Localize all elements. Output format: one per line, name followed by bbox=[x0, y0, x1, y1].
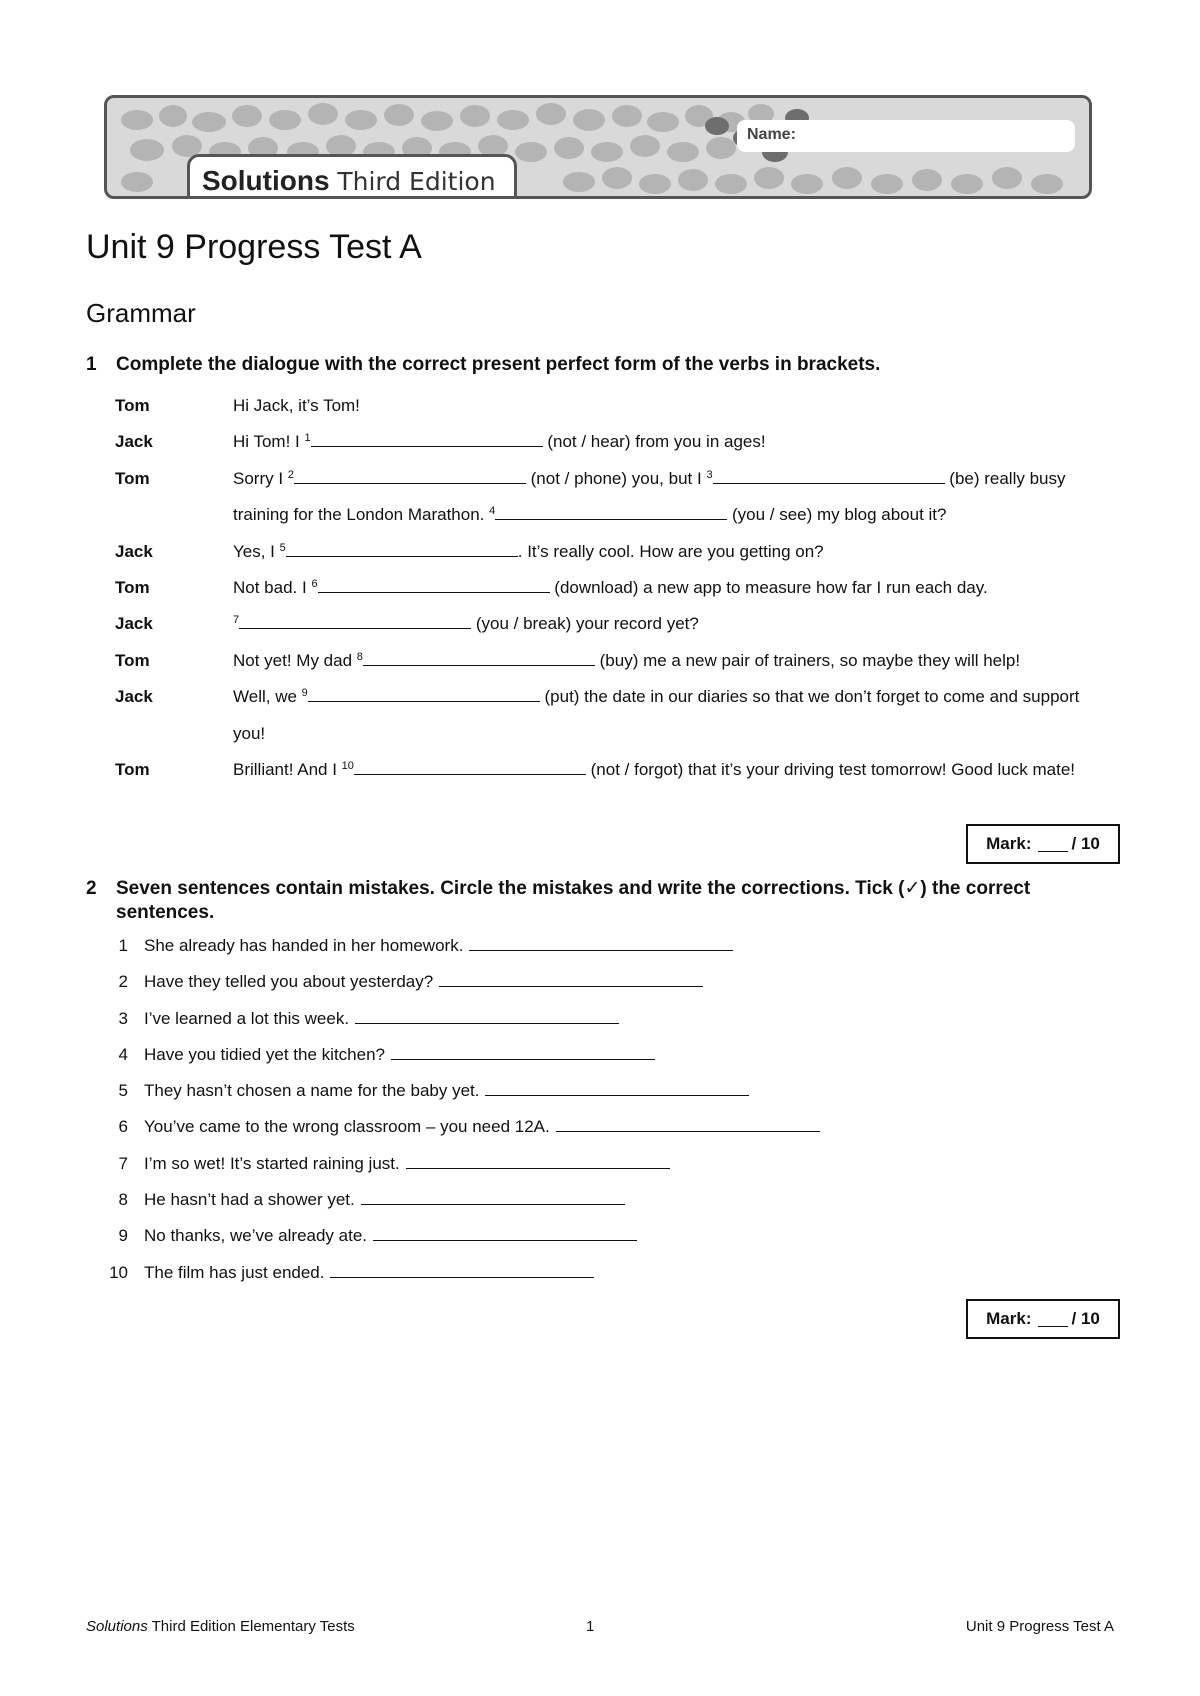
answer-blank[interactable] bbox=[286, 542, 518, 557]
page-number: 1 bbox=[586, 1618, 595, 1635]
list-item bbox=[86, 1218, 1086, 1254]
sentence-words: You’ve came to the wrong classroom – you need 12A. bbox=[144, 1117, 550, 1137]
sentence-text bbox=[144, 1073, 749, 1109]
speaker-name: Tom bbox=[115, 396, 150, 415]
answer-blank[interactable] bbox=[363, 651, 595, 666]
footer-italic: Solutions bbox=[86, 1618, 148, 1635]
text-segment: (not / forgot) that it’s your driving test tomorrow! Good luck mate! bbox=[585, 759, 1076, 779]
correction-blank[interactable] bbox=[330, 1263, 594, 1278]
list-item bbox=[86, 964, 1086, 1000]
item-number: 3 bbox=[118, 1008, 128, 1028]
dialogue-line bbox=[115, 461, 1115, 534]
item-number: 7 bbox=[118, 1153, 128, 1173]
speech-text bbox=[233, 606, 1113, 642]
text-segment: (you / see) my blog about it? bbox=[727, 505, 947, 525]
text-segment: (be) really busy training for the London Marathon. bbox=[233, 468, 1066, 525]
item-number: 10 bbox=[109, 1262, 128, 1282]
speech-text bbox=[233, 752, 1113, 788]
gap-number: 6 bbox=[311, 577, 318, 590]
speech-text bbox=[233, 388, 1113, 424]
answer-blank[interactable] bbox=[354, 760, 586, 775]
gap-number: 9 bbox=[301, 687, 308, 700]
answer-blank[interactable] bbox=[495, 505, 727, 520]
mark-box bbox=[966, 824, 1120, 864]
sentence-words: Have they telled you about yesterday? bbox=[144, 972, 434, 992]
text-segment: (buy) me a new pair of trainers, so maybe they will help! bbox=[594, 650, 1021, 670]
mark-label: Mark: bbox=[986, 834, 1032, 853]
list-item bbox=[86, 1182, 1086, 1218]
text-segment: . It’s really cool. How are you getting on? bbox=[517, 541, 824, 561]
footer-right: Unit 9 Progress Test A bbox=[965, 1618, 1114, 1635]
list-item bbox=[86, 1255, 1086, 1291]
text-segment: Brilliant! And I bbox=[233, 759, 342, 779]
sentence-words: They hasn’t chosen a name for the baby yet. bbox=[144, 1081, 480, 1101]
header-banner bbox=[104, 95, 1092, 199]
gap-number: 7 bbox=[233, 614, 240, 627]
sentence-text bbox=[144, 1001, 619, 1037]
exercise-1-instruction bbox=[86, 353, 1116, 377]
mark-box bbox=[966, 1299, 1120, 1339]
list-item bbox=[86, 1073, 1086, 1109]
sentence-words: Have you tidied yet the kitchen? bbox=[144, 1044, 385, 1064]
text-segment: Not yet! My dad bbox=[233, 650, 357, 670]
instruction-text: Seven sentences contain mistakes. Circle the mistakes and write the corrections. Tick (✓) the correct sentences. bbox=[116, 878, 1031, 923]
dialogue-line bbox=[115, 388, 1115, 424]
speaker-name: Jack bbox=[115, 432, 153, 452]
gap-number: 1 bbox=[304, 432, 311, 445]
correction-blank[interactable] bbox=[373, 1226, 637, 1241]
sentence-words: I’m so wet! It’s started raining just. bbox=[144, 1153, 400, 1173]
speaker-name: Tom bbox=[115, 759, 150, 779]
list-item bbox=[86, 1146, 1086, 1182]
correction-blank[interactable] bbox=[439, 972, 703, 987]
sentence-text bbox=[144, 1218, 637, 1254]
gap-number: 10 bbox=[341, 759, 354, 772]
speech-text bbox=[233, 461, 1113, 534]
sentence-text bbox=[144, 964, 703, 1000]
answer-blank[interactable] bbox=[294, 469, 526, 484]
sentence-text bbox=[144, 1255, 594, 1291]
correction-blank[interactable] bbox=[469, 936, 733, 951]
answer-blank[interactable] bbox=[713, 469, 945, 484]
speech-text bbox=[233, 424, 1113, 460]
speaker-name: Jack bbox=[115, 541, 153, 561]
sentence-text bbox=[144, 1146, 670, 1182]
speech-text bbox=[233, 534, 1113, 570]
item-number: 6 bbox=[118, 1117, 128, 1137]
name-field[interactable] bbox=[737, 120, 1075, 152]
dialogue-line bbox=[115, 570, 1115, 606]
sentence-words: The film has just ended. bbox=[144, 1262, 325, 1282]
sentence-words: She already has handed in her homework. bbox=[144, 936, 464, 955]
correction-blank[interactable] bbox=[406, 1154, 670, 1169]
sentence-text bbox=[144, 1109, 820, 1145]
item-number: 9 bbox=[118, 1226, 128, 1246]
answer-blank[interactable] bbox=[308, 687, 540, 702]
correction-blank[interactable] bbox=[556, 1117, 820, 1132]
gap-number: 4 bbox=[489, 505, 496, 518]
speech-text bbox=[233, 679, 1113, 752]
sentence-words: He hasn’t had a shower yet. bbox=[144, 1190, 355, 1210]
text-segment: (not / phone) you, but I bbox=[525, 468, 707, 488]
instruction-text: Complete the dialogue with the correct present perfect form of the verbs in brackets. bbox=[116, 354, 881, 375]
gap-number: 2 bbox=[287, 468, 294, 481]
sentence-text bbox=[144, 1037, 655, 1073]
dialogue-line bbox=[115, 534, 1115, 570]
dialogue-line bbox=[115, 643, 1115, 679]
item-number: 2 bbox=[118, 972, 128, 992]
sentence-text bbox=[144, 1182, 625, 1218]
text-segment: Yes, I bbox=[233, 541, 280, 561]
sentence-words: No thanks, we’ve already ate. bbox=[144, 1226, 368, 1246]
correction-blank[interactable] bbox=[361, 1190, 625, 1205]
list-item bbox=[86, 1001, 1086, 1037]
item-number: 4 bbox=[118, 1044, 128, 1064]
mark-blank[interactable] bbox=[1038, 1312, 1068, 1327]
sentence-words: I’ve learned a lot this week. bbox=[144, 1008, 350, 1028]
list-item bbox=[86, 1109, 1086, 1145]
logo-light-text: Third Edition bbox=[337, 167, 496, 196]
answer-blank[interactable] bbox=[311, 432, 543, 447]
gap-number: 5 bbox=[279, 541, 286, 554]
list-item bbox=[86, 928, 1086, 964]
text-segment: (put) the date in our diaries so that we don’t forget to come and support you! bbox=[233, 687, 1080, 743]
item-number: 5 bbox=[118, 1081, 128, 1101]
item-number: 8 bbox=[118, 1190, 128, 1210]
mark-total: / 10 bbox=[1071, 1309, 1100, 1328]
correction-blank[interactable] bbox=[391, 1045, 655, 1060]
speech-text bbox=[233, 643, 1113, 679]
speaker-name: Tom bbox=[115, 577, 150, 597]
gap-number: 8 bbox=[356, 650, 363, 663]
dialogue bbox=[115, 388, 1115, 825]
sentence-text bbox=[144, 928, 733, 964]
text-segment: Well, we bbox=[233, 687, 302, 707]
item-number: 1 bbox=[118, 936, 128, 955]
correction-blank[interactable] bbox=[485, 1081, 749, 1096]
text-segment: Not bad. I bbox=[233, 577, 312, 597]
name-label: Name: bbox=[747, 126, 796, 143]
footer-left bbox=[86, 1618, 355, 1635]
exercise-2-instruction bbox=[86, 877, 1116, 925]
text-segment: (download) a new app to measure how far I run each day. bbox=[549, 577, 988, 597]
text-segment: Hi Jack, it’s Tom! bbox=[233, 396, 360, 415]
list-item bbox=[86, 1037, 1086, 1073]
speaker-name: Tom bbox=[115, 468, 150, 488]
solutions-logo bbox=[187, 154, 517, 199]
answer-blank[interactable] bbox=[318, 578, 550, 593]
speaker-name: Tom bbox=[115, 650, 150, 670]
speaker-name: Jack bbox=[115, 687, 153, 707]
correction-blank[interactable] bbox=[355, 1009, 619, 1024]
page-title: Unit 9 Progress Test A bbox=[86, 228, 422, 266]
gap-number: 3 bbox=[706, 468, 713, 481]
answer-blank[interactable] bbox=[239, 614, 471, 629]
logo-strong-text: Solutions bbox=[202, 165, 330, 196]
speech-text bbox=[233, 570, 1113, 606]
exercise-number: 1 bbox=[86, 354, 97, 375]
dialogue-line bbox=[115, 606, 1115, 642]
text-segment: Sorry I bbox=[233, 468, 288, 488]
speaker-name: Jack bbox=[115, 614, 153, 634]
mark-total: / 10 bbox=[1071, 834, 1100, 853]
text-segment: Hi Tom! I bbox=[233, 432, 305, 452]
mark-blank[interactable] bbox=[1038, 837, 1068, 852]
mark-label: Mark: bbox=[986, 1309, 1032, 1328]
dialogue-line bbox=[115, 424, 1115, 460]
sentence-list bbox=[86, 928, 1086, 1291]
section-title: Grammar bbox=[86, 298, 196, 328]
exercise-number: 2 bbox=[86, 878, 97, 899]
footer-left-text: Third Edition Elementary Tests bbox=[147, 1618, 355, 1635]
dialogue-line bbox=[115, 679, 1115, 752]
text-segment: (not / hear) from you in ages! bbox=[542, 432, 766, 452]
dialogue-line bbox=[115, 752, 1115, 825]
text-segment: (you / break) your record yet? bbox=[471, 614, 699, 634]
